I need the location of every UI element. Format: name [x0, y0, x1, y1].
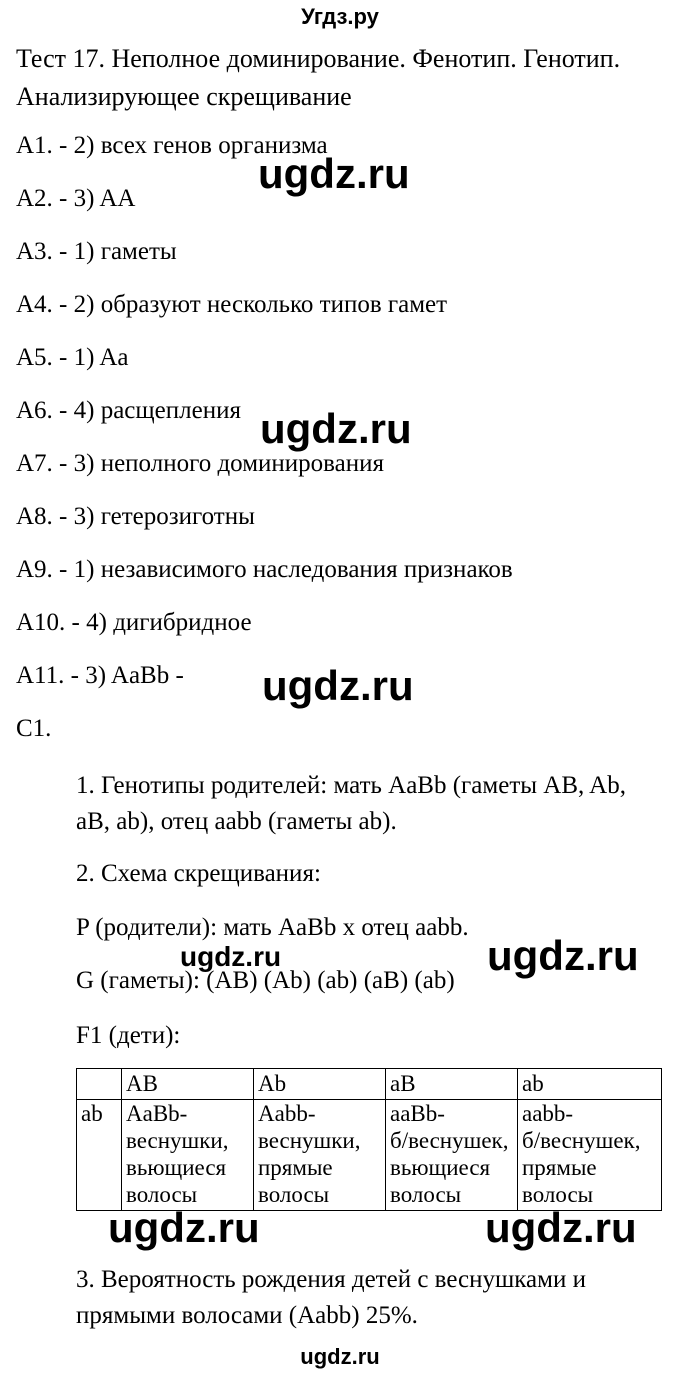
cell-line: прямые — [522, 1155, 597, 1180]
c1-label: C1. — [16, 715, 52, 742]
cell-line: aaBb- — [390, 1101, 445, 1126]
watermark: ugdz.ru — [258, 150, 410, 197]
cell-line: Aabb- — [258, 1101, 316, 1126]
table-header-row — [77, 1069, 662, 1100]
cell-line: AaBb- — [126, 1101, 188, 1126]
c1-parents: P (родители): мать AaBb x отец aabb. — [76, 914, 469, 941]
cell-line: б/веснушек, — [390, 1128, 509, 1153]
answer-a3: A3. - 1) гаметы — [16, 238, 177, 265]
answer-a8: A8. - 3) гетерозиготны — [16, 503, 255, 530]
cell-line: вьющиеся — [390, 1155, 491, 1180]
c1-gametes: G (гаметы): (AB) (Ab) (ab) (aB) (ab) — [76, 967, 455, 994]
answer-a11: A11. - 3) AaBb - — [16, 662, 184, 689]
answer-a2: A2. - 3) AA — [16, 185, 136, 212]
c1-step-3: 3. Вероятность рождения детей с веснушками и прямыми волосами (Aabb) 25%. — [76, 1266, 586, 1329]
cell-line: волосы — [258, 1182, 330, 1207]
site-footer: ugdz.ru — [300, 1344, 380, 1369]
answer-a6: A6. - 4) расщепления — [16, 397, 241, 424]
table-row-header: ab — [77, 1100, 122, 1211]
c1-step-2: 2. Схема скрещивания: — [76, 860, 321, 887]
cell-line: вьющиеся — [126, 1155, 227, 1180]
cell-line: веснушки, — [126, 1128, 229, 1153]
answer-a9: A9. - 1) независимого наследования признаков — [16, 556, 513, 583]
cell-line: веснушки, — [258, 1128, 361, 1153]
c1-f1-label: F1 (дети): — [76, 1022, 181, 1049]
site-header: Угдз.ру — [301, 4, 379, 29]
c1-step-1: 1. Генотипы родителей: мать AaBb (гаметы AB, Ab, aB, ab), отец aabb (гаметы ab). — [76, 772, 626, 835]
table-corner-cell — [77, 1069, 122, 1100]
table-col-header: aB — [386, 1069, 518, 1100]
table-col-header: Ab — [254, 1069, 386, 1100]
cell-line: aabb- — [522, 1101, 574, 1126]
table-row — [77, 1100, 662, 1211]
answer-a4: A4. - 2) образуют несколько типов гамет — [16, 291, 448, 318]
table-cell — [386, 1100, 518, 1211]
watermark: ugdz.ru — [180, 941, 282, 972]
cell-line: б/веснушек, — [522, 1128, 641, 1153]
punnett-table — [76, 1068, 662, 1211]
watermark: ugdz.ru — [487, 932, 639, 979]
answer-a1: A1. - 2) всех генов организма — [16, 132, 328, 159]
table-cell — [254, 1100, 386, 1211]
watermark: ugdz.ru — [108, 1204, 260, 1251]
answer-a10: A10. - 4) дигибридное — [16, 609, 252, 636]
cell-line: прямые — [258, 1155, 333, 1180]
table-col-header: ab — [518, 1069, 662, 1100]
watermark: ugdz.ru — [260, 405, 412, 452]
table-cell — [122, 1100, 254, 1211]
cell-line: волосы — [390, 1182, 462, 1207]
table-cell — [518, 1100, 662, 1211]
page-title: Тест 17. Неполное доминирование. Фенотип. Генотип. Анализирующее скрещивание — [16, 44, 621, 111]
cell-line: волосы — [126, 1182, 198, 1207]
watermark: ugdz.ru — [485, 1204, 637, 1251]
answer-a5: A5. - 1) Aa — [16, 344, 129, 371]
table-col-header: AB — [122, 1069, 254, 1100]
cell-line: волосы — [522, 1182, 594, 1207]
watermark: ugdz.ru — [262, 662, 414, 709]
answer-a7: A7. - 3) неполного доминирования — [16, 450, 384, 477]
